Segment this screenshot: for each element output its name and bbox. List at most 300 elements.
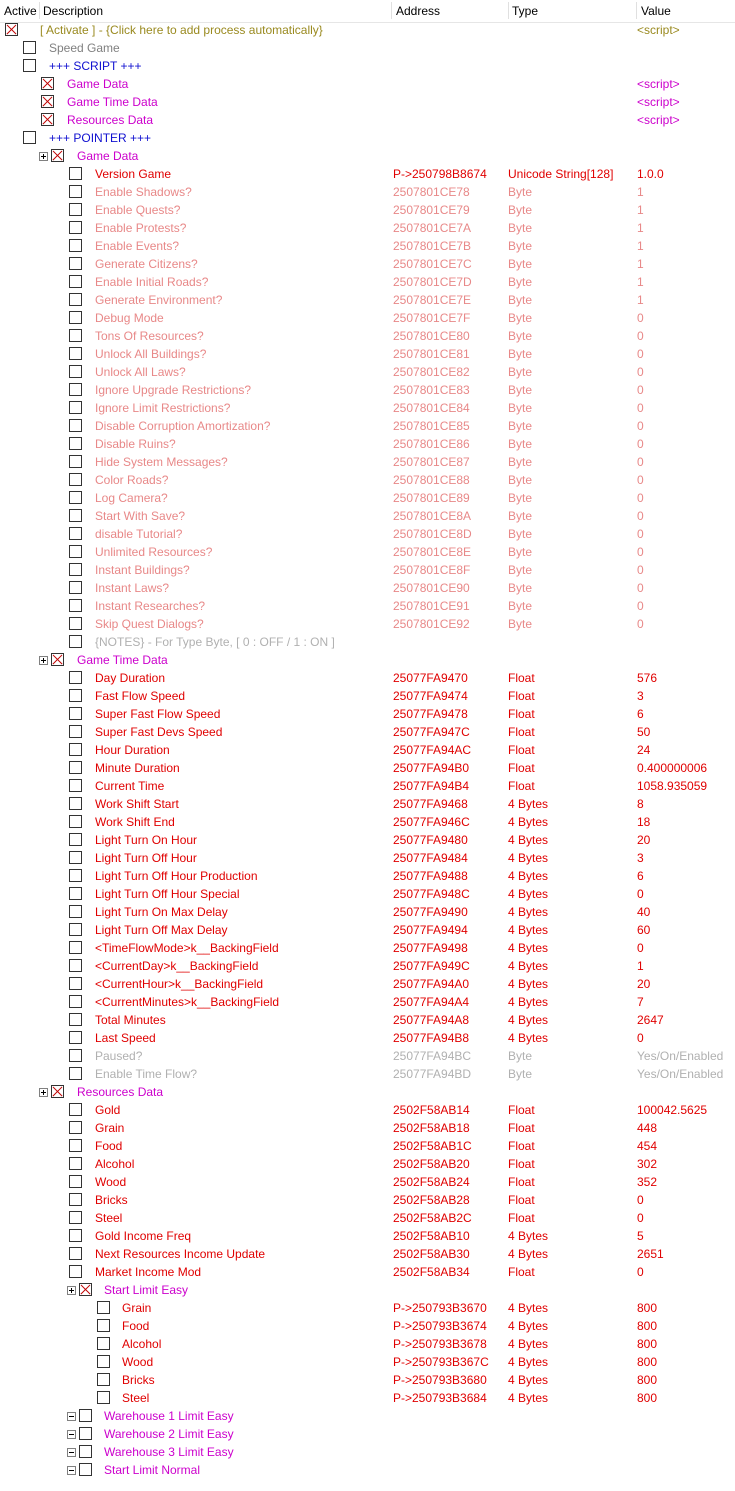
header-description[interactable]: Description (43, 4, 104, 18)
row-value[interactable]: 6 (637, 707, 644, 721)
active-checkbox[interactable] (69, 977, 82, 990)
row-value[interactable]: 0 (637, 329, 644, 343)
table-row-tons-of-resources[interactable] (0, 327, 735, 345)
row-description: <CurrentMinutes>k__BackingField (95, 995, 280, 1009)
table-row-market-income-mod[interactable] (0, 1263, 735, 1281)
active-checkbox[interactable] (97, 1373, 110, 1386)
table-row-version-game[interactable] (0, 165, 735, 183)
active-checkbox[interactable] (69, 239, 82, 252)
header-address[interactable]: Address (396, 4, 441, 18)
table-row-alcohol[interactable] (0, 1335, 735, 1353)
table-row-light-turn-on-hour[interactable] (0, 831, 735, 849)
row-description: Game Data (77, 149, 139, 163)
table-row-unlimited-resources[interactable] (0, 543, 735, 561)
active-checkbox[interactable] (69, 455, 82, 468)
active-checkbox[interactable] (23, 41, 36, 54)
active-checkbox[interactable] (69, 725, 82, 738)
row-description: +++ SCRIPT +++ (49, 59, 142, 73)
active-checkbox[interactable] (79, 1445, 92, 1458)
expand-plus-icon[interactable] (39, 1088, 48, 1097)
row-type: Byte (508, 203, 533, 217)
table-row-color-roads[interactable] (0, 471, 735, 489)
active-checkbox[interactable] (69, 1067, 82, 1080)
row-value[interactable]: 0 (637, 509, 644, 523)
collapse-minus-icon[interactable] (67, 1466, 76, 1475)
row-value[interactable]: 1 (637, 203, 644, 217)
expand-plus-icon[interactable] (67, 1286, 76, 1295)
table-row-currenthour-k-backingfield[interactable] (0, 975, 735, 993)
table-row-grain[interactable] (0, 1119, 735, 1137)
row-value[interactable]: 0 (637, 1031, 644, 1045)
active-checkbox[interactable] (69, 509, 82, 522)
row-type: Byte (508, 563, 533, 577)
column-header (0, 0, 735, 23)
row-value[interactable]: 0 (637, 887, 644, 901)
row-value[interactable]: 3 (637, 689, 644, 703)
table-row-food[interactable] (0, 1317, 735, 1335)
table-row-notes-for-type-byte-0-off-1-on[interactable] (0, 633, 735, 651)
table-row-ignore-limit-restrictions[interactable] (0, 399, 735, 417)
row-value[interactable]: 448 (637, 1121, 658, 1135)
table-row-enable-events[interactable] (0, 237, 735, 255)
active-checkbox[interactable] (69, 1103, 82, 1116)
row-value[interactable]: <script> (637, 113, 680, 127)
active-checkbox[interactable] (69, 581, 82, 594)
table-row-log-camera[interactable] (0, 489, 735, 507)
active-checkbox[interactable] (69, 797, 82, 810)
row-value[interactable]: 2651 (637, 1247, 664, 1261)
row-address: 2507801CE7F (393, 311, 471, 325)
row-value[interactable]: 0 (637, 491, 644, 505)
row-value[interactable]: 1 (637, 959, 644, 973)
table-row-generate-environment[interactable] (0, 291, 735, 309)
row-value[interactable]: 576 (637, 671, 658, 685)
table-row-enable-time-flow[interactable] (0, 1065, 735, 1083)
row-value[interactable]: 40 (637, 905, 651, 919)
row-value[interactable]: 302 (637, 1157, 658, 1171)
row-value[interactable]: 1 (637, 293, 644, 307)
row-type: 4 Bytes (508, 941, 549, 955)
table-row-disable-ruins[interactable] (0, 435, 735, 453)
row-value[interactable]: 0 (637, 383, 644, 397)
row-value[interactable]: 0 (637, 401, 644, 415)
active-checkbox[interactable] (69, 347, 82, 360)
table-row-script[interactable] (0, 57, 735, 75)
table-row-speed-game[interactable] (0, 39, 735, 57)
active-checkbox[interactable] (69, 599, 82, 612)
header-separator[interactable] (636, 2, 637, 19)
row-value[interactable]: 800 (637, 1373, 658, 1387)
active-checkbox[interactable] (69, 617, 82, 630)
active-checkbox[interactable] (69, 941, 82, 954)
row-description: Fast Flow Speed (95, 689, 186, 703)
active-checkbox[interactable] (69, 1211, 82, 1224)
active-checkbox[interactable] (97, 1391, 110, 1404)
table-row-day-duration[interactable] (0, 669, 735, 687)
row-value[interactable]: 352 (637, 1175, 658, 1189)
header-separator[interactable] (391, 2, 392, 19)
row-address: 25077FA948C (393, 887, 470, 901)
row-value[interactable]: 1 (637, 257, 644, 271)
row-value[interactable]: <script> (637, 23, 680, 37)
active-checkbox[interactable] (69, 545, 82, 558)
active-checkbox[interactable] (79, 1463, 92, 1476)
table-row-paused[interactable] (0, 1047, 735, 1065)
active-checkbox[interactable] (69, 689, 82, 702)
row-address: 2507801CE89 (393, 491, 470, 505)
table-row-steel[interactable] (0, 1209, 735, 1227)
row-value[interactable]: 0 (637, 599, 644, 613)
row-description: Light Turn Off Hour (95, 851, 197, 865)
active-checkbox[interactable] (69, 329, 82, 342)
active-checkbox-checked[interactable] (51, 149, 64, 162)
row-value[interactable]: 18 (637, 815, 651, 829)
row-type: Float (508, 707, 535, 721)
table-row-food[interactable] (0, 1137, 735, 1155)
active-checkbox[interactable] (69, 923, 82, 936)
table-row-currentminutes-k-backingfield[interactable] (0, 993, 735, 1011)
table-row-enable-quests[interactable] (0, 201, 735, 219)
table-row-light-turn-off-hour-special[interactable] (0, 885, 735, 903)
row-address: 2507801CE82 (393, 365, 470, 379)
row-value[interactable]: 3 (637, 851, 644, 865)
active-checkbox[interactable] (97, 1301, 110, 1314)
row-description: Game Data (67, 77, 129, 91)
active-checkbox[interactable] (69, 383, 82, 396)
row-value[interactable]: 1.0.0 (637, 167, 664, 181)
row-description: Enable Initial Roads? (95, 275, 209, 289)
table-row-unlock-all-buildings[interactable] (0, 345, 735, 363)
active-checkbox[interactable] (97, 1355, 110, 1368)
row-type: Float (508, 671, 535, 685)
active-checkbox[interactable] (69, 1265, 82, 1278)
active-checkbox[interactable] (69, 185, 82, 198)
row-value[interactable]: 20 (637, 833, 651, 847)
table-row-start-limit-easy[interactable] (0, 1281, 735, 1299)
table-row-minute-duration[interactable] (0, 759, 735, 777)
row-value[interactable]: 24 (637, 743, 651, 757)
row-value[interactable]: 0 (637, 527, 644, 541)
table-row-light-turn-off-hour[interactable] (0, 849, 735, 867)
row-address: 2502F58AB1C (393, 1139, 472, 1153)
row-address: 25077FA9474 (393, 689, 468, 703)
table-row-hour-duration[interactable] (0, 741, 735, 759)
row-description: <CurrentDay>k__BackingField (95, 959, 259, 973)
table-row-fast-flow-speed[interactable] (0, 687, 735, 705)
table-row-currentday-k-backingfield[interactable] (0, 957, 735, 975)
active-checkbox[interactable] (23, 131, 36, 144)
table-row-grain[interactable] (0, 1299, 735, 1317)
active-checkbox[interactable] (69, 401, 82, 414)
table-row-super-fast-flow-speed[interactable] (0, 705, 735, 723)
table-row-instant-buildings[interactable] (0, 561, 735, 579)
table-row-unlock-all-laws[interactable] (0, 363, 735, 381)
row-value[interactable]: 5 (637, 1229, 644, 1243)
table-row-game-time-data[interactable] (0, 93, 735, 111)
active-checkbox[interactable] (79, 1427, 92, 1440)
active-checkbox-checked[interactable] (51, 653, 64, 666)
row-description: Alcohol (122, 1337, 162, 1351)
header-separator[interactable] (39, 2, 40, 19)
table-row-bricks[interactable] (0, 1371, 735, 1389)
table-row-game-time-data[interactable] (0, 651, 735, 669)
active-checkbox[interactable] (69, 419, 82, 432)
row-description: Disable Corruption Amortization? (95, 419, 271, 433)
table-row-total-minutes[interactable] (0, 1011, 735, 1029)
row-type: 4 Bytes (508, 851, 549, 865)
active-checkbox[interactable] (69, 473, 82, 486)
table-row-current-time[interactable] (0, 777, 735, 795)
table-row-bricks[interactable] (0, 1191, 735, 1209)
active-checkbox[interactable] (69, 527, 82, 540)
active-checkbox[interactable] (69, 905, 82, 918)
row-value[interactable]: 8 (637, 797, 644, 811)
table-row-warehouse-2-limit-easy[interactable] (0, 1425, 735, 1443)
table-row-steel[interactable] (0, 1389, 735, 1407)
table-row-warehouse-1-limit-easy[interactable] (0, 1407, 735, 1425)
row-value[interactable]: 100042.5625 (637, 1103, 708, 1117)
row-value[interactable]: 50 (637, 725, 651, 739)
table-row-ignore-upgrade-restrictions[interactable] (0, 381, 735, 399)
table-row-light-turn-on-max-delay[interactable] (0, 903, 735, 921)
active-checkbox[interactable] (79, 1409, 92, 1422)
active-checkbox-checked[interactable] (41, 77, 54, 90)
active-checkbox[interactable] (69, 959, 82, 972)
row-type: 4 Bytes (508, 959, 549, 973)
active-checkbox[interactable] (69, 779, 82, 792)
row-value[interactable]: 800 (637, 1301, 658, 1315)
active-checkbox[interactable] (69, 563, 82, 576)
row-value[interactable]: 0 (637, 365, 644, 379)
row-type: Float (508, 761, 535, 775)
header-separator[interactable] (508, 2, 509, 19)
row-value[interactable]: 0 (637, 545, 644, 559)
active-checkbox[interactable] (69, 1157, 82, 1170)
active-checkbox[interactable] (23, 59, 36, 72)
row-description: Light Turn Off Hour Production (95, 869, 258, 883)
collapse-minus-icon[interactable] (67, 1412, 76, 1421)
table-row-light-turn-off-hour-production[interactable] (0, 867, 735, 885)
row-type: Byte (508, 455, 533, 469)
row-value[interactable]: 800 (637, 1355, 658, 1369)
active-checkbox[interactable] (97, 1337, 110, 1350)
active-checkbox[interactable] (69, 707, 82, 720)
row-value[interactable]: 1 (637, 221, 644, 235)
row-type: Byte (508, 473, 533, 487)
collapse-minus-icon[interactable] (67, 1448, 76, 1457)
row-description: Game Time Data (67, 95, 158, 109)
row-value[interactable]: 0 (637, 455, 644, 469)
table-row-disable-corruption-amortization[interactable] (0, 417, 735, 435)
row-value[interactable]: 454 (637, 1139, 658, 1153)
table-row-game-data[interactable] (0, 147, 735, 165)
active-checkbox[interactable] (69, 1193, 82, 1206)
row-value[interactable]: 1058.935059 (637, 779, 708, 793)
row-description: Next Resources Income Update (95, 1247, 266, 1261)
row-value[interactable]: 0 (637, 1211, 644, 1225)
row-value[interactable]: Yes/On/Enabled (637, 1049, 724, 1063)
row-value[interactable]: 800 (637, 1319, 658, 1333)
table-row-game-data[interactable] (0, 75, 735, 93)
active-checkbox[interactable] (69, 221, 82, 234)
table-row-alcohol[interactable] (0, 1155, 735, 1173)
row-address: 2502F58AB2C (393, 1211, 472, 1225)
active-checkbox[interactable] (69, 491, 82, 504)
active-checkbox[interactable] (69, 1013, 82, 1026)
active-checkbox[interactable] (69, 869, 82, 882)
row-value[interactable]: 0 (637, 473, 644, 487)
header-active[interactable]: Active (4, 4, 37, 18)
table-row-start-limit-normal[interactable] (0, 1461, 735, 1479)
table-row-enable-protests[interactable] (0, 219, 735, 237)
active-checkbox[interactable] (69, 1139, 82, 1152)
active-checkbox[interactable] (97, 1319, 110, 1332)
row-description: Gold (95, 1103, 121, 1117)
row-address: 2507801CE83 (393, 383, 470, 397)
table-row-gold[interactable] (0, 1101, 735, 1119)
active-checkbox[interactable] (69, 275, 82, 288)
active-checkbox[interactable] (69, 293, 82, 306)
expand-plus-icon[interactable] (39, 152, 48, 161)
row-description: Work Shift End (95, 815, 175, 829)
row-address: 2502F58AB18 (393, 1121, 470, 1135)
row-value[interactable]: Yes/On/Enabled (637, 1067, 724, 1081)
row-description: Instant Laws? (95, 581, 170, 595)
table-row-work-shift-start[interactable] (0, 795, 735, 813)
table-row-skip-quest-dialogs[interactable] (0, 615, 735, 633)
row-address: 25077FA9468 (393, 797, 468, 811)
row-address: 25077FA94B4 (393, 779, 470, 793)
row-value[interactable]: 1 (637, 239, 644, 253)
active-checkbox[interactable] (69, 1247, 82, 1260)
active-checkbox[interactable] (69, 1031, 82, 1044)
active-checkbox[interactable] (69, 365, 82, 378)
active-checkbox[interactable] (69, 851, 82, 864)
row-value[interactable]: 20 (637, 977, 651, 991)
active-checkbox-checked[interactable] (5, 23, 18, 36)
row-type: Byte (508, 1049, 533, 1063)
active-checkbox[interactable] (69, 1229, 82, 1242)
table-row-resources-data[interactable] (0, 1083, 735, 1101)
row-type: Byte (508, 599, 533, 613)
table-row-warehouse-3-limit-easy[interactable] (0, 1443, 735, 1461)
row-value[interactable]: <script> (637, 95, 680, 109)
active-checkbox[interactable] (69, 833, 82, 846)
row-value[interactable]: 0 (637, 437, 644, 451)
row-value[interactable]: 0 (637, 311, 644, 325)
active-checkbox[interactable] (69, 635, 82, 648)
row-value[interactable]: 0 (637, 941, 644, 955)
active-checkbox[interactable] (69, 257, 82, 270)
row-type: Float (508, 1157, 535, 1171)
active-checkbox[interactable] (69, 815, 82, 828)
table-row-wood[interactable] (0, 1353, 735, 1371)
table-row-activate-click-here-to-add-process-automatically[interactable] (0, 21, 735, 39)
row-value[interactable]: 2647 (637, 1013, 664, 1027)
active-checkbox[interactable] (69, 761, 82, 774)
table-row-resources-data[interactable] (0, 111, 735, 129)
row-value[interactable]: 1 (637, 275, 644, 289)
row-value[interactable]: 800 (637, 1391, 658, 1405)
table-row-disable-tutorial[interactable] (0, 525, 735, 543)
row-value[interactable]: 0 (637, 617, 644, 631)
active-checkbox-checked[interactable] (41, 95, 54, 108)
row-value[interactable]: 60 (637, 923, 651, 937)
table-row-light-turn-off-max-delay[interactable] (0, 921, 735, 939)
table-row-enable-shadows[interactable] (0, 183, 735, 201)
row-description: Light Turn On Max Delay (95, 905, 228, 919)
row-value[interactable]: 800 (637, 1337, 658, 1351)
row-address: 2507801CE92 (393, 617, 470, 631)
active-checkbox[interactable] (69, 203, 82, 216)
table-row-pointer[interactable] (0, 129, 735, 147)
active-checkbox[interactable] (69, 437, 82, 450)
active-checkbox-checked[interactable] (51, 1085, 64, 1098)
row-value[interactable]: 0.400000006 (637, 761, 708, 775)
row-description: +++ POINTER +++ (49, 131, 152, 145)
row-value[interactable]: 0 (637, 419, 644, 433)
table-row-enable-initial-roads[interactable] (0, 273, 735, 291)
active-checkbox[interactable] (69, 1175, 82, 1188)
row-value[interactable]: 0 (637, 563, 644, 577)
table-row-super-fast-devs-speed[interactable] (0, 723, 735, 741)
row-description: Grain (122, 1301, 152, 1315)
row-value[interactable]: 0 (637, 1193, 644, 1207)
active-checkbox-checked[interactable] (79, 1283, 92, 1296)
active-checkbox[interactable] (69, 995, 82, 1008)
table-row-start-with-save[interactable] (0, 507, 735, 525)
table-row-debug-mode[interactable] (0, 309, 735, 327)
active-checkbox[interactable] (69, 743, 82, 756)
header-value[interactable]: Value (641, 4, 671, 18)
active-checkbox[interactable] (69, 167, 82, 180)
row-address: 2507801CE80 (393, 329, 470, 343)
table-row-last-speed[interactable] (0, 1029, 735, 1047)
table-row-gold-income-freq[interactable] (0, 1227, 735, 1245)
table-row-instant-laws[interactable] (0, 579, 735, 597)
table-row-instant-researches[interactable] (0, 597, 735, 615)
active-checkbox[interactable] (69, 671, 82, 684)
row-address: 25077FA94A8 (393, 1013, 470, 1027)
row-value[interactable]: 0 (637, 1265, 644, 1279)
collapse-minus-icon[interactable] (67, 1430, 76, 1439)
cheat-table-list[interactable] (0, 21, 735, 1479)
row-value[interactable]: 1 (637, 185, 644, 199)
expand-plus-icon[interactable] (39, 656, 48, 665)
active-checkbox[interactable] (69, 311, 82, 324)
header-type[interactable]: Type (512, 4, 539, 18)
active-checkbox[interactable] (69, 1121, 82, 1134)
active-checkbox[interactable] (69, 1049, 82, 1062)
table-row-wood[interactable] (0, 1173, 735, 1191)
row-type: 4 Bytes (508, 1373, 549, 1387)
row-value[interactable]: 0 (637, 347, 644, 361)
active-checkbox-checked[interactable] (41, 113, 54, 126)
active-checkbox[interactable] (69, 887, 82, 900)
table-row-timeflowmode-k-backingfield[interactable] (0, 939, 735, 957)
table-row-hide-system-messages[interactable] (0, 453, 735, 471)
table-row-work-shift-end[interactable] (0, 813, 735, 831)
row-value[interactable]: 7 (637, 995, 644, 1009)
row-value[interactable]: 0 (637, 581, 644, 595)
row-value[interactable]: <script> (637, 77, 680, 91)
table-row-next-resources-income-update[interactable] (0, 1245, 735, 1263)
row-value[interactable]: 6 (637, 869, 644, 883)
table-row-generate-citizens[interactable] (0, 255, 735, 273)
row-description: Super Fast Devs Speed (95, 725, 223, 739)
row-address: 2502F58AB28 (393, 1193, 470, 1207)
row-address: 2507801CE91 (393, 599, 470, 613)
